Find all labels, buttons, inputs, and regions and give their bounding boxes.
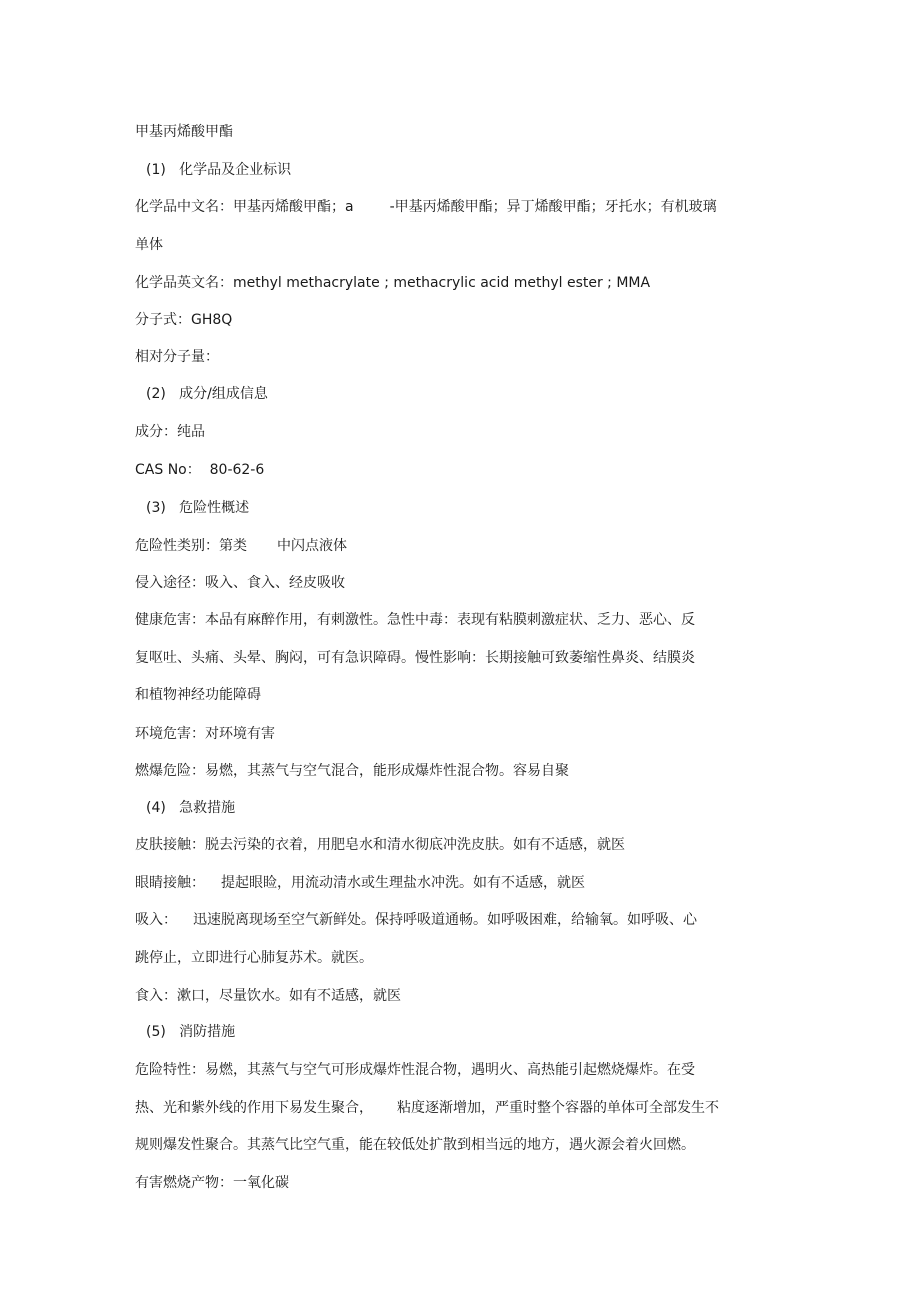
molecular-formula-line: 分子式：GH8Q: [135, 312, 233, 328]
fire-hazard-line-2: [135, 1099, 719, 1117]
cas-number-line: CAS No： 80-62-6: [135, 462, 265, 478]
combustion-products-line: 有害燃烧产物：一氧化碳: [135, 1175, 289, 1191]
ingestion-line: 食入：漱口，尽量饮水。如有不适感，就医: [135, 988, 401, 1004]
document-title: 甲基丙烯酸甲酯: [135, 124, 233, 140]
fire-hazard-line-3: 规则爆发性聚合。其蒸气比空气重，能在较低处扩散到相当远的地方，遇火源会着火回燃。: [135, 1137, 695, 1153]
skin-contact-line: 皮肤接触：脱去污染的衣着，用肥皂水和清水彻底冲洗皮肤。如有不适感，就医: [135, 837, 625, 853]
exposure-route-line: 侵入途径：吸入、食入、经皮吸收: [135, 575, 345, 591]
environmental-hazard-line: 环境危害：对环境有害: [135, 726, 275, 742]
fire-hazard-line-2-part-a: 热、光和紫外线的作用下易发生聚合，: [135, 1100, 373, 1116]
fire-explosion-hazard-line: 燃爆危险：易燃，其蒸气与空气混合，能形成爆炸性混合物。容易自聚: [135, 763, 569, 779]
eye-contact-line: [135, 874, 585, 892]
inhalation-text: 迅速脱离现场至空气新鲜处。保持呼吸道通畅。如呼吸困难，给输氧。如呼吸、心: [193, 912, 697, 928]
eye-contact-text: 提起眼睑，用流动清水或生理盐水冲洗。如有不适感，就医: [221, 875, 585, 891]
section-3-heading: (3) 危险性概述: [146, 500, 250, 516]
molecular-weight-line: 相对分子量：: [135, 349, 219, 365]
health-hazard-line-3: 和植物神经功能障碍: [135, 687, 261, 703]
fire-hazard-line-1: 危险特性：易燃，其蒸气与空气可形成爆炸性混合物，遇明火、高热能引起燃烧爆炸。在受: [135, 1062, 695, 1078]
section-5-heading: (5) 消防措施: [146, 1024, 236, 1040]
health-hazard-line-1: 健康危害：本品有麻醉作用，有刺激性。急性中毒：表现有粘膜刺激症状、乏力、恶心、反: [135, 612, 695, 628]
chinese-name-continued: 单体: [135, 237, 163, 253]
health-hazard-line-2: 复呕吐、头痛、头晕、胸闷，可有急识障碍。慢性影响：长期接触可致萎缩性鼻炎、结膜炎: [135, 650, 695, 666]
english-name-line: 化学品英文名：methyl methacrylate ; methacrylic acid methyl ester ; MMA: [135, 275, 651, 291]
section-4-heading: (4) 急救措施: [146, 800, 236, 816]
inhalation-line-2: 跳停止，立即进行心肺复苏术。就医。: [135, 950, 373, 966]
composition-line: 成分：纯品: [135, 424, 205, 440]
hazard-category-part-a: 危险性类别：第类: [135, 538, 247, 554]
eye-contact-label: 眼睛接触：: [135, 875, 205, 891]
section-1-heading: (1) 化学品及企业标识: [146, 162, 292, 178]
fire-hazard-line-2-part-b: 粘度逐渐增加，严重时整个容器的单体可全部发生不: [397, 1100, 719, 1116]
chinese-name-part-b: -甲基丙烯酸甲酯；异丁烯酸甲酯；牙托水；有机玻璃: [389, 199, 717, 215]
chinese-name-part-a: 化学品中文名：甲基丙烯酸甲酯；a: [135, 199, 354, 215]
inhalation-label: 吸入：: [135, 912, 177, 928]
hazard-category-part-b: 中闪点液体: [277, 538, 347, 554]
chinese-name-line: [135, 198, 717, 216]
inhalation-line-1: [135, 911, 697, 929]
section-2-heading: (2) 成分/组成信息: [146, 386, 268, 402]
hazard-category-line: [135, 537, 347, 555]
